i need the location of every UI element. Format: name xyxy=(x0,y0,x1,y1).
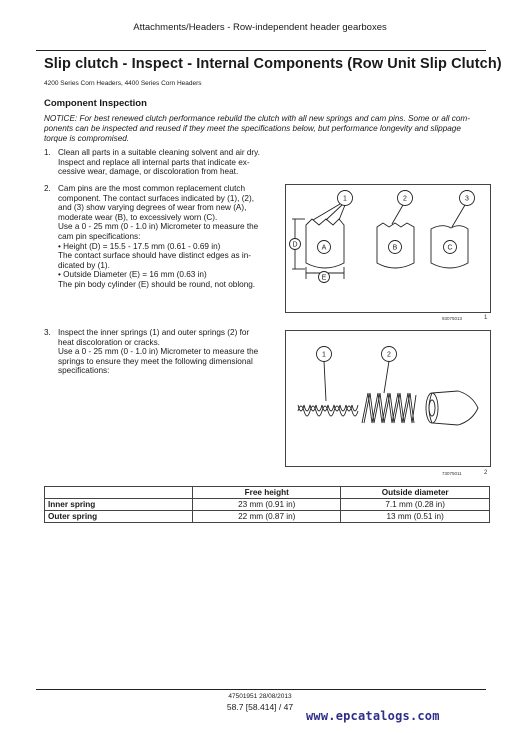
step-line: Inspect the inner springs (1) and outer springs (2) for xyxy=(58,328,250,337)
section-heading: Component Inspection xyxy=(44,98,147,109)
callout-1-label: 1 xyxy=(343,195,347,203)
table-cell: 22 mm (0.87 in) xyxy=(193,511,341,523)
step-line: Inspect and replace all internal parts that indicate ex- xyxy=(58,157,250,167)
step-line: component. The contact surfaces indicated by (1), (2), xyxy=(58,193,254,203)
cam-pin-a-outline xyxy=(306,219,344,268)
step-line: • Outside Diameter (E) = 16 mm (0.63 in) xyxy=(58,270,207,280)
figure-2-number: 2 xyxy=(484,470,488,476)
figure-2-code: 73075011 xyxy=(442,471,462,476)
cam-pin-side-view xyxy=(429,391,478,425)
figure-1-code: 93075013 xyxy=(442,316,463,321)
step-line: moderate wear (B), to excessively worn (C). xyxy=(58,212,218,222)
figure-cam-pins xyxy=(285,184,491,313)
step-line: • Height (D) = 15.5 - 17.5 mm (0.61 - 0.69 in) xyxy=(58,241,221,251)
step-line: Clean all parts in a suitable cleaning solvent and air dry. xyxy=(58,148,260,157)
figure-1-number: 1 xyxy=(484,315,488,321)
table-cell: 13 mm (0.51 in) xyxy=(341,511,490,523)
table-cell: Inner spring xyxy=(45,499,193,511)
figure-springs xyxy=(285,330,491,467)
table-header-row xyxy=(45,487,490,499)
spring-callout-1-label: 1 xyxy=(322,351,326,359)
step-line: Use a 0 - 25 mm (0 - 1.0 in) Micrometer to measure the xyxy=(58,347,259,357)
step-line: and (3) show varying degrees of wear from new (A), xyxy=(58,203,247,213)
spring-callout-2-label: 2 xyxy=(387,351,391,359)
cam-pin-illustration xyxy=(286,185,490,312)
footer-doc-ref: 47501951 28/08/2013 xyxy=(228,693,292,700)
watermark: www.epcatalogs.com xyxy=(306,709,440,723)
step-number: 2. xyxy=(44,184,51,193)
step-line: The contact surface should have distinct edges as in- xyxy=(58,251,251,261)
step-line: Cam pins are the most common replacement clutch xyxy=(58,184,246,193)
applicability-subtitle: 4200 Series Corn Headers, 4400 Series Corn Headers xyxy=(44,80,202,87)
table-cell: 23 mm (0.91 in) xyxy=(193,499,341,511)
table-row xyxy=(45,511,490,523)
springs-illustration xyxy=(286,331,490,466)
header-rule xyxy=(36,50,486,51)
step-line: Use a 0 - 25 mm (0 - 1.0 in) Micrometer to measure the xyxy=(58,222,259,232)
step-number: 3. xyxy=(44,328,51,337)
step-line: cam pin specifications: xyxy=(58,231,141,241)
step-line: cessive wear, damage, or discoloration from heat. xyxy=(58,167,239,177)
table-cell: 7.1 mm (0.28 in) xyxy=(341,499,490,511)
callout-3-label: 3 xyxy=(465,195,469,203)
table-header-cell: Outside diameter xyxy=(341,487,490,499)
pin-b-label: B xyxy=(392,244,398,252)
table-header-cell: Free height xyxy=(193,487,341,499)
callout-2-label: 2 xyxy=(403,195,407,203)
table-header-cell xyxy=(45,487,193,499)
notice-line: torque is compromised. xyxy=(44,133,130,143)
step-line: springs to ensure they meet the following dimensional xyxy=(58,356,253,366)
footer-rule xyxy=(36,689,486,690)
dimension-d-label: D xyxy=(292,241,298,249)
step-line: specifications: xyxy=(58,366,110,376)
pin-c-label: C xyxy=(447,244,453,252)
footer-page-ref: 58.7 [58.414] / 47 xyxy=(226,702,294,712)
pin-a-label: A xyxy=(321,244,327,252)
table-row xyxy=(45,499,490,511)
step-number: 1. xyxy=(44,148,51,157)
step-line: heat discoloration or cracks. xyxy=(58,337,160,347)
notice-line: ponents can be inspected and reused if they meet the specifications below, but performance longevity and slippage xyxy=(44,123,461,133)
running-header: Attachments/Headers - Row-independent header gearboxes xyxy=(133,22,387,33)
spring-spec-table xyxy=(44,486,490,523)
notice-paragraph xyxy=(44,114,492,143)
dimension-e-label: E xyxy=(321,274,327,282)
notice-line: NOTICE: For best renewed clutch performance rebuild the clutch with all new springs and cam pins. Some or all com- xyxy=(44,114,470,123)
page-title: Slip clutch - Inspect - Internal Components (Row Unit Slip Clutch) xyxy=(44,56,502,72)
table-cell: Outer spring xyxy=(45,511,193,523)
step-line: dicated by (1). xyxy=(58,260,110,270)
step-line: The pin body cylinder (E) should be round, not oblong. xyxy=(58,279,256,289)
